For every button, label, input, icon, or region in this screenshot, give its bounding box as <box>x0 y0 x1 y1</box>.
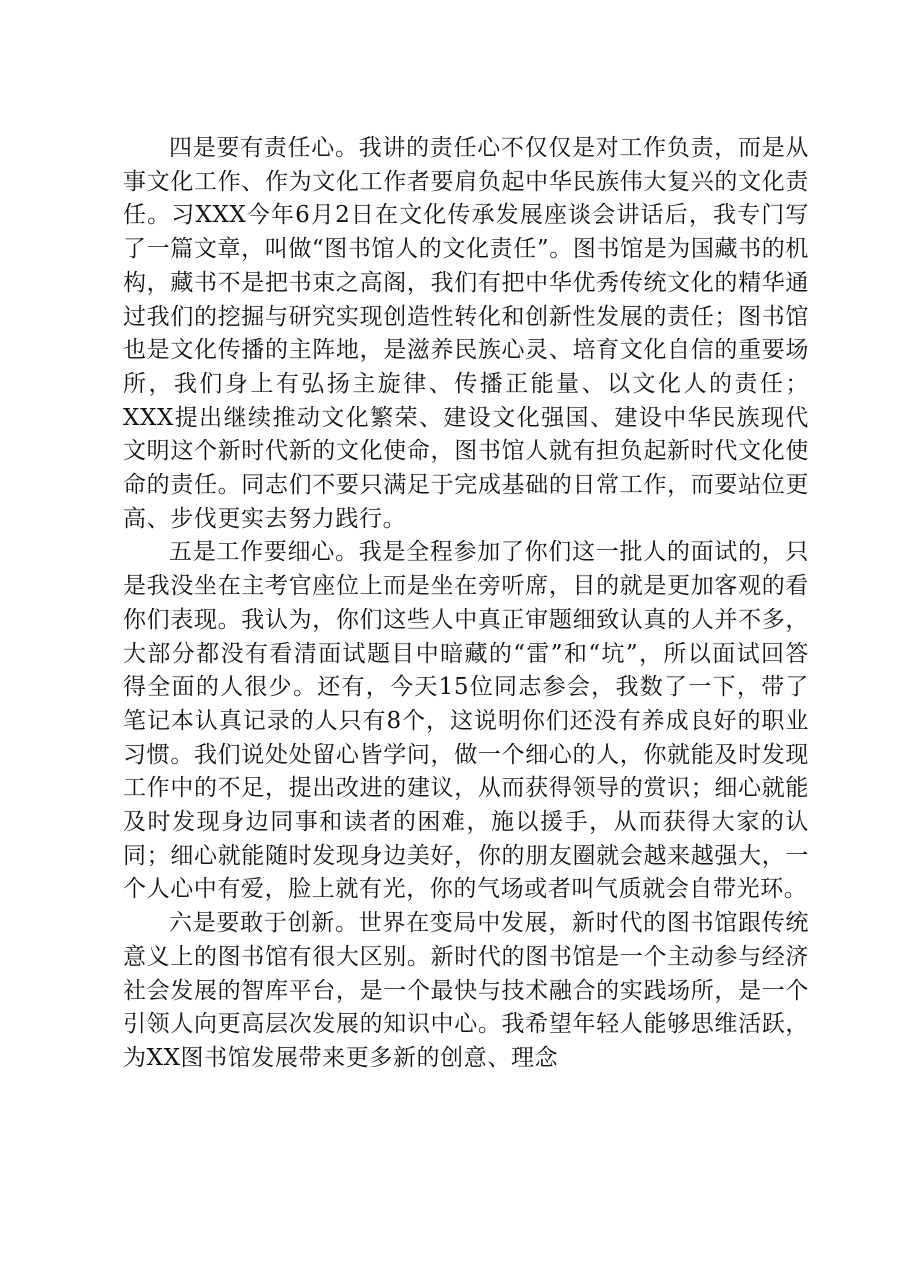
paragraph-responsibility: 四是要有责任心。我讲的责任心不仅仅是对工作负责，而是从事文化工作、作为文化工作者要肩负起中华民族伟大复兴的文化责任。习XXX今年6月2日在文化传承发展座谈会讲话后，我专门写了一篇文章，叫做“图书馆人的文化责任”。图书馆是为国藏书的机构，藏书不是把书束之高阁，我们有把中华优秀传统文化的精华通过我们的挖掘与研究实现创造性转化和创新性发展的责任；图书馆也是文化传播的主阵地，是滋养民族心灵、培育文化自信的重要场所，我们身上有弘扬主旋律、传播正能量、以文化人的责任；XXX提出继续推动文化繁荣、建设文化强国、建设中华民族现代文明这个新时代新的文化使命，图书馆人就有担负起新时代文化使命的责任。同志们不要只满足于完成基础的日常工作，而要站位更高、步伐更实去努力践行。 <box>123 135 809 532</box>
paragraph-innovation: 六是要敢于创新。世界在变局中发展，新时代的图书馆跟传统意义上的图书馆有很大区别。新时代的图书馆是一个主动参与经济社会发展的智库平台，是一个最快与技术融合的实践场所，是一个引领人向更高层次发展的知识中心。我希望年轻人能够思维活跃，为XX图书馆发展带来更多新的创意、理念 <box>123 910 809 1071</box>
paragraph-carefulness: 五是工作要细心。我是全程参加了你们这一批人的面试的，只是我没坐在主考官座位上而是坐在旁听席，目的就是更加客观的看你们表现。我认为，你们这些人中真正审题细致认真的人并不多，大部分都没有看清面试题目中暗藏的“雷”和“坑”，所以面试回答得全面的人很少。还有，今天15位同志参会，我数了一下，带了笔记本认真记录的人只有8个，这说明你们还没有养成良好的职业习惯。我们说处处留心皆学问，做一个细心的人，你就能及时发现工作中的不足，提出改进的建议，从而获得领导的赏识；细心就能及时发现身边同事和读者的困难，施以援手，从而获得大家的认同；细心就能随时发现身边美好，你的朋友圈就会越来越强大，一个人心中有爱，脸上就有光，你的气场或者叫气质就会自带光环。 <box>123 539 809 903</box>
document-body <box>123 132 809 1076</box>
